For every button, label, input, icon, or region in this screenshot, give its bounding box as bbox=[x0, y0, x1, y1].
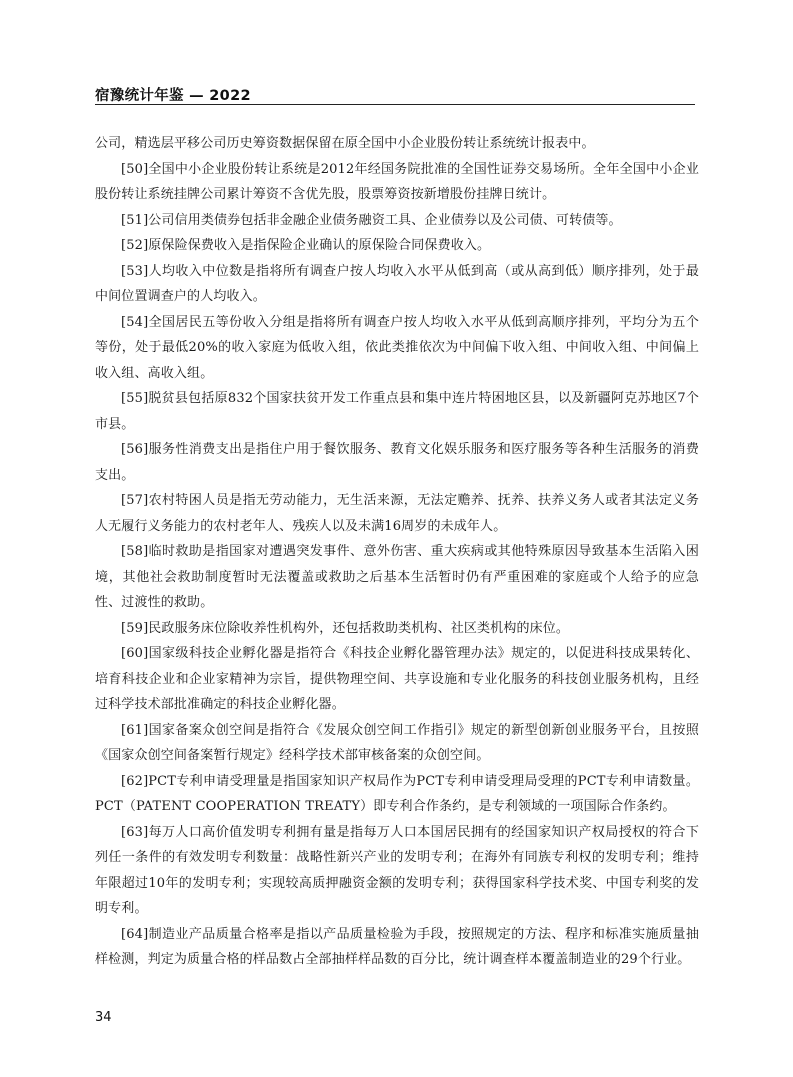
note-61: [61]国家备案众创空间是指符合《发展众创空间工作指引》规定的新型创新创业服务平台，且按照《国家众创空间备案暂行规定》经科学技术部审核备案的众创空间。 bbox=[95, 722, 699, 763]
note-56: [56]服务性消费支出是指住户用于餐饮服务、教育文化娱乐服务和医疗服务等各种生活服务的消费支出。 bbox=[95, 442, 699, 483]
note-58: [58]临时救助是指国家对遭遇突发事件、意外伤害、重大疾病或其他特殊原因导致基本生活陷入困境，其他社会救助制度暂时无法覆盖或救助之后基本生活暂时仍有严重困难的家庭或个人给予的应急性、过渡性的救助。 bbox=[95, 544, 699, 610]
note-57: [57]农村特困人员是指无劳动能力，无生活来源，无法定赡养、抚养、扶养义务人或者其法定义务人无履行义务能力的农村老年人、残疾人以及未满16周岁的未成年人。 bbox=[95, 493, 699, 534]
note-55: [55]脱贫县包括原832个国家扶贫开发工作重点县和集中连片特困地区县，以及新疆阿克苏地区7个市县。 bbox=[95, 391, 699, 432]
note-51: [51]公司信用类债券包括非金融企业债务融资工具、企业债券以及公司债、可转债等。 bbox=[121, 212, 622, 228]
notes-body bbox=[95, 131, 699, 973]
page-number: 34 bbox=[95, 1010, 112, 1025]
note-54: [54]全国居民五等份收入分组是指将所有调查户按人均收入水平从低到高顺序排列，平均分为五个等份，处于最低20%的收入家庭为低收入组，依此类推依次为中间偏下收入组、中间收入组、中间偏上收入组、高收入组。 bbox=[95, 314, 699, 381]
note-53: [53]人均收入中位数是指将所有调查户按人均收入水平从低到高（或从高到低）顺序排列，处于最中间位置调查户的人均收入。 bbox=[95, 263, 699, 304]
note-63: [63]每万人口高价值发明专利拥有量是指每万人口本国居民拥有的经国家知识产权局授权的符合下列任一条件的有效发明专利数量：战略性新兴产业的发明专利；在海外有同族专利权的发明专利；维持年限超过10年的发明专利；实现较高质押融资金额的发明专利；获得国家科学技术奖、中国专利奖的发明专利。 bbox=[95, 824, 699, 916]
note-62: [62]PCT专利申请受理量是指国家知识产权局作为PCT专利申请受理局受理的PCT专利申请数量。PCT（PATENT COOPERATION TREATY）即专利合作条约，是专利领域的一项国际合作条约。 bbox=[95, 773, 699, 814]
note-60: [60]国家级科技企业孵化器是指符合《科技企业孵化器管理办法》规定的，以促进科技成果转化、培育科技企业和企业家精神为宗旨，提供物理空间、共享设施和专业化服务的科技创业服务机构，且经过科学技术部批准确定的科技企业孵化器。 bbox=[95, 646, 699, 712]
header-rule bbox=[95, 104, 695, 105]
note-50: [50]全国中小企业股份转让系统是2012年经国务院批准的全国性证券交易场所。全年全国中小企业股份转让系统挂牌公司累计筹资不含优先股，股票筹资按新增股份挂牌日统计。 bbox=[95, 161, 699, 202]
note-59: [59]民政服务床位除收养性机构外，还包括救助类机构、社区类机构的床位。 bbox=[121, 620, 570, 636]
note-64: [64]制造业产品质量合格率是指以产品质量检验为手段，按照规定的方法、程序和标准实施质量抽样检测，判定为质量合格的样品数占全部抽样样品数的百分比，统计调查样本覆盖制造业的29个行业。 bbox=[95, 926, 699, 967]
note-continuation: 公司，精选层平移公司历史筹资数据保留在原全国中小企业股份转让系统统计报表中。 bbox=[95, 136, 595, 151]
note-52: [52]原保险保费收入是指保险企业确认的原保险合同保费收入。 bbox=[121, 238, 491, 253]
running-header-title: 宿豫统计年鉴 — 2022 bbox=[95, 88, 251, 104]
